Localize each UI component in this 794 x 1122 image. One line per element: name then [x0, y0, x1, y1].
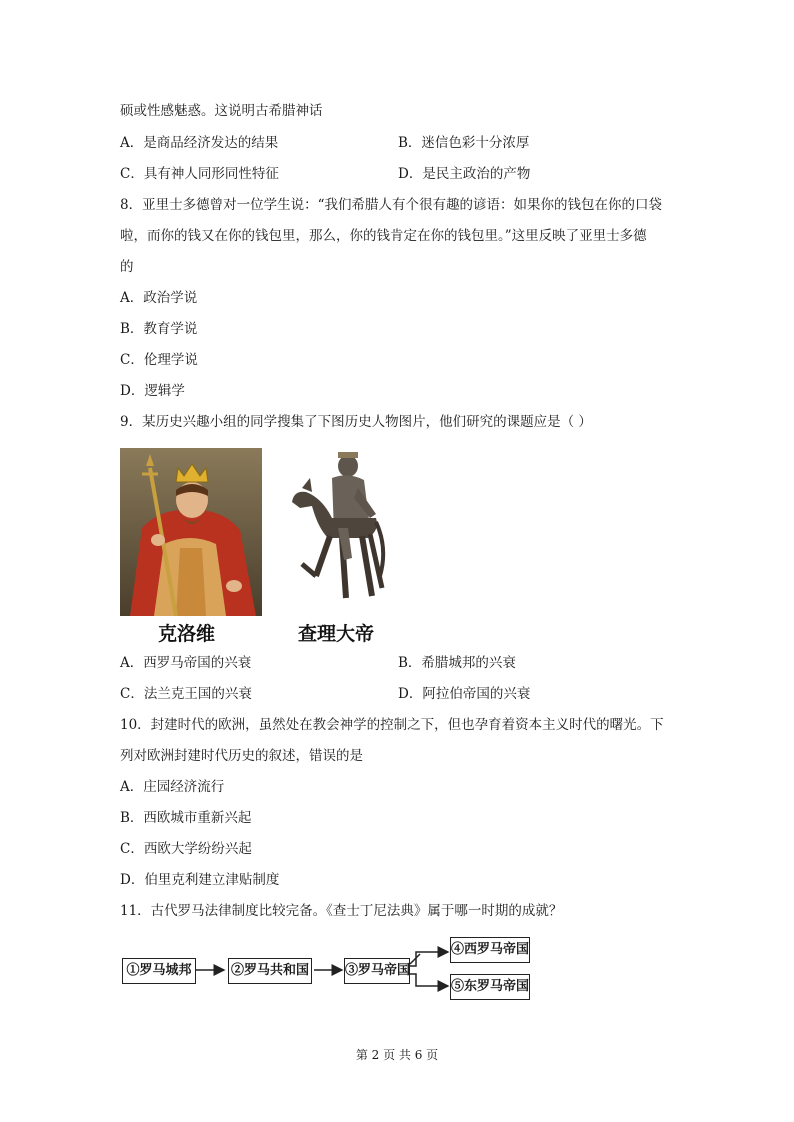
q7-option-d: D．是民主政治的产物	[398, 166, 531, 182]
q7-option-c: C．具有神人同形同性特征	[120, 166, 279, 182]
q10-option-d: D．伯里克利建立津贴制度	[120, 872, 280, 888]
flow-box-eastern-roman-empire: ⑤东罗马帝国	[450, 974, 530, 1000]
q9-option-a: A．西罗马帝国的兴衰	[120, 655, 252, 671]
figure1-caption: 克洛维	[158, 623, 216, 645]
clovis-portrait-image	[120, 448, 262, 616]
q11-stem: 11．古代罗马法律制度比较完备。《查士丁尼法典》属于哪一时期的成就？	[120, 903, 563, 919]
arrow-3-to-4-line	[410, 954, 420, 964]
arrow-3-to-5	[410, 974, 448, 986]
flow-box-roman-empire: ③罗马帝国	[344, 958, 410, 984]
q8-stem-line3: 的	[120, 259, 134, 275]
figure2-caption: 查理大帝	[298, 623, 375, 645]
q8-option-c: C．伦理学说	[120, 352, 198, 368]
q8-option-a: A．政治学说	[120, 290, 198, 306]
q9-option-c: C．法兰克王国的兴衰	[120, 686, 252, 702]
q9-stem: 9．某历史兴趣小组的同学搜集了下图历史人物图片，他们研究的课题应是（ ）	[120, 414, 592, 430]
q10-stem-line1: 10．封建时代的欧洲，虽然处在教会神学的控制之下，但也孕育着资本主义时代的曙光。下	[120, 717, 664, 733]
q7-stem-tail: 硕或性感魅惑。这说明古希腊神话	[120, 103, 323, 119]
q8-stem-line2: 啦，而你的钱又在你的钱包里，那么，你的钱肯定在你的钱包里。”这里反映了亚里士多德	[120, 228, 647, 244]
q10-stem-line2: 列对欧洲封建时代历史的叙述，错误的是	[120, 748, 363, 764]
q10-option-b: B．西欧城市重新兴起	[120, 810, 252, 826]
flow-box-roman-republic: ②罗马共和国	[228, 958, 312, 984]
q7-option-b: B．迷信色彩十分浓厚	[398, 135, 530, 151]
q9-option-d: D．阿拉伯帝国的兴衰	[398, 686, 531, 702]
q9-option-b: B．希腊城邦的兴衰	[398, 655, 516, 671]
q10-option-a: A．庄园经济流行	[120, 779, 225, 795]
flow-box-western-roman-empire: ④西罗马帝国	[450, 937, 530, 963]
q8-stem-line1: 8．亚里士多德曾对一位学生说：“我们希腊人有个很有趣的谚语：如果你的钱包在你的口袋	[120, 197, 662, 213]
q8-option-b: B．教育学说	[120, 321, 198, 337]
flow-box-roman-city-state: ①罗马城邦	[122, 958, 196, 984]
page-footer: 第 2 页 共 6 页	[355, 1048, 439, 1062]
arrow-3-to-4	[410, 952, 448, 966]
q7-option-a: A．是商品经济发达的结果	[120, 135, 279, 151]
q10-option-c: C．西欧大学纷纷兴起	[120, 841, 252, 857]
charlemagne-statue-image	[272, 448, 394, 616]
q8-option-d: D．逻辑学	[120, 383, 185, 399]
